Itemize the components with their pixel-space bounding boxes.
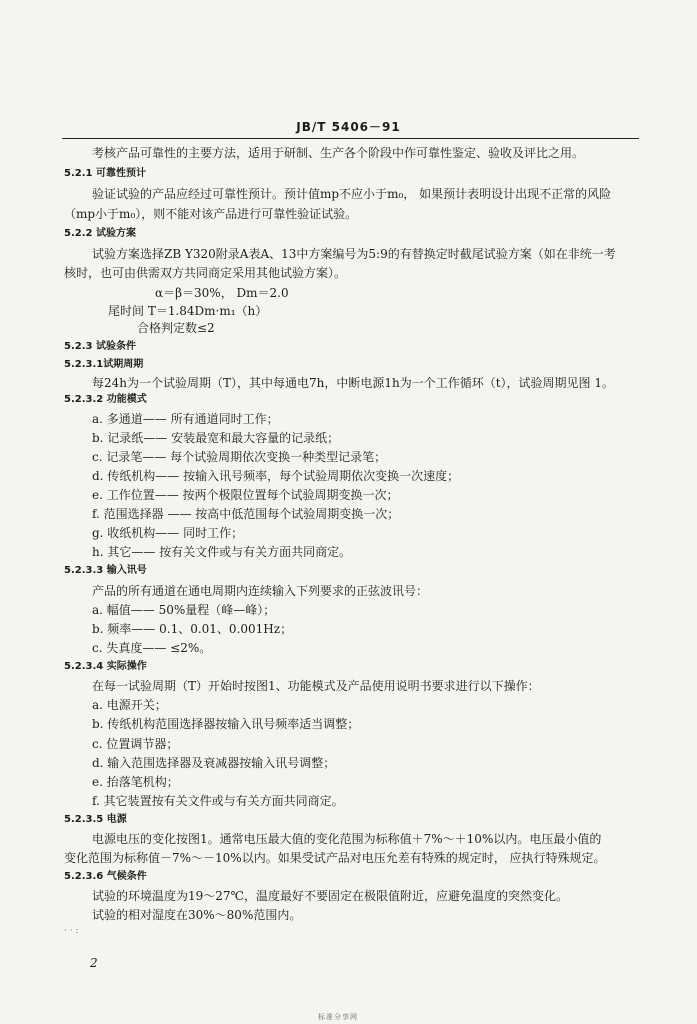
list-item: c. 失真度—— ≤2%。: [92, 641, 212, 655]
list-item: e. 抬落笔机构；: [92, 775, 179, 789]
section-heading: 5.2.3.2 功能模式: [64, 394, 147, 405]
section-heading: 5.2.1 可靠性预计: [64, 168, 146, 179]
footer-watermark: 标准分享网: [318, 1013, 358, 1021]
section-heading: 5.2.3.6 气候条件: [64, 871, 147, 882]
header-rule: [62, 138, 639, 139]
formula-line: 尾时间 T＝1.84Dm·m₁（h）: [108, 304, 268, 318]
page-number: 2: [90, 956, 98, 970]
list-item: c. 记录笔—— 每个试验周期依次变换一种类型记录笔；: [92, 450, 387, 464]
text-line: （mp小于m₀），则不能对该产品进行可靠性验证试验。: [64, 207, 358, 221]
list-item: c. 位置调节器；: [92, 737, 179, 751]
list-item: b. 记录纸—— 安装最宽和最大容量的记录纸；: [92, 431, 340, 445]
document-header: JB/T 5406－91: [296, 120, 401, 134]
section-heading: 5.2.3.5 电源: [64, 814, 127, 825]
list-item: f. 范围选择器 —— 按高中低范围每个试验周期变换一次；: [92, 507, 400, 521]
text-line: 变化范围为标称值－7%～－10%以内。如果受试产品对电压允差有特殊的规定时， 应执行特殊规定。: [64, 851, 606, 865]
list-item: d. 输入范围选择器及衰减器按输入讯号调整；: [92, 756, 336, 770]
text-line: 试验的相对湿度在30%～80%范围内。: [92, 908, 302, 922]
list-item: a. 电源开关；: [92, 698, 167, 712]
formula-line: α＝β＝30%， Dm＝2.0: [155, 286, 289, 300]
text-line: 每24h为一个试验周期（T），其中每通电7h，中断电源1h为一个工作循环（t），试验周期见图 1。: [92, 376, 615, 390]
section-heading: 5.2.3.4 实际操作: [64, 661, 147, 672]
section-heading: 5.2.2 试验方案: [64, 228, 136, 239]
text-line: 核时，也可由供需双方共同商定采用其他试验方案）。: [64, 266, 347, 280]
list-item: f. 其它装置按有关文件或与有关方面共同商定。: [92, 794, 344, 808]
text-line: 电源电压的变化按图1。通常电压最大值的变化范围为标称值＋7%～＋10%以内。电压最小值的: [92, 832, 602, 846]
list-item: d. 传纸机构—— 按输入讯号频率，每个试验周期依次变换一次速度；: [92, 469, 460, 483]
list-item: e. 工作位置—— 按两个极限位置每个试验周期变换一次；: [92, 488, 399, 502]
section-heading: 5.2.3 试验条件: [64, 341, 136, 352]
text-line: 考核产品可靠性的主要方法，适用于研制、生产各个阶段中作可靠性鉴定、验收及评比之用。: [92, 146, 585, 160]
text-line: 试验的环境温度为19～27℃，温度最好不要固定在极限值附近，应避免温度的突然变化。: [92, 889, 568, 903]
scan-mark: · · :: [64, 926, 79, 936]
text-line: 试验方案选择ZB Y320附录A表A、13中方案编号为5:9的有替换定时截尾试验方案（如在非统一考: [92, 247, 616, 261]
text-line: 合格判定数≤2: [137, 321, 215, 335]
list-item: a. 多通道—— 所有通道同时工作；: [92, 412, 279, 426]
text-line: 在每一试验周期（T）开始时按图1、功能模式及产品使用说明书要求进行以下操作：: [92, 679, 540, 693]
list-item: a. 幅值—— 50%量程（峰—峰）；: [92, 603, 276, 617]
list-item: b. 频率—— 0.1、0.01、0.001Hz；: [92, 622, 293, 636]
list-item: g. 收纸机构—— 同时工作；: [92, 526, 244, 540]
section-heading: 5.2.3.3 输入讯号: [64, 565, 147, 576]
text-line: 产品的所有通道在通电周期内连续输入下列要求的正弦波讯号：: [92, 584, 429, 598]
section-heading: 5.2.3.1试期周期: [64, 359, 144, 370]
text-line: 验证试验的产品应经过可靠性预计。预计值mp不应小于m₀， 如果预计表明设计出现不正常的风险: [92, 187, 612, 201]
list-item: h. 其它—— 按有关文件或与有关方面共同商定。: [92, 545, 352, 559]
list-item: b. 传纸机构范围选择器按输入讯号频率适当调整；: [92, 717, 360, 731]
